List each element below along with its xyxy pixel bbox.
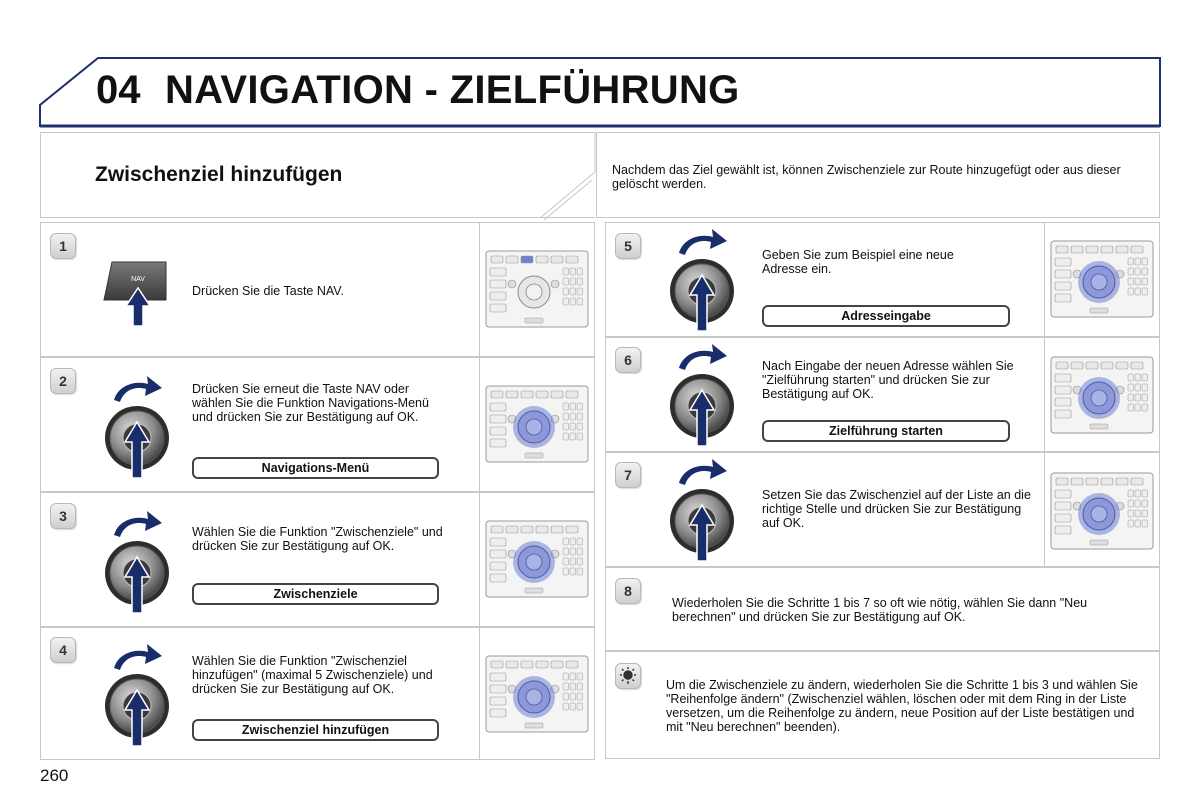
step-3-number: 3 <box>50 503 76 529</box>
intro-text: Nachdem das Ziel gewählt ist, können Zwischenziele zur Route hinzugefügt oder aus dieser gelöscht werden. <box>612 163 1121 191</box>
rotary-knob-icon <box>100 372 175 482</box>
radio-panel-illustration <box>1050 356 1154 434</box>
intro-divider <box>530 132 600 222</box>
step-8-text: Wiederholen Sie die Schritte 1 bis 7 so oft wie nötig, wählen Sie dann "Neu berechnen" und drücken Sie zur Bestätigung auf OK. <box>672 596 1088 624</box>
step-1-text: Drücken Sie die Taste NAV. <box>192 284 344 298</box>
rotary-knob-icon <box>665 455 740 565</box>
radio-panel-illustration <box>485 250 589 328</box>
step-2-number: 2 <box>50 368 76 394</box>
rotary-knob-icon <box>100 640 175 750</box>
step-4-text: Wählen Sie die Funktion "Zwischenziel hinzufügen" (maximal 5 Zwischenziele) und drücken Sie zur Bestätigung auf OK. <box>192 654 433 696</box>
rotate-arrow-icon <box>114 644 162 670</box>
step-8-number: 8 <box>615 578 641 604</box>
step-5-text: Geben Sie zum Beispiel eine neue Adresse ein. <box>762 248 954 276</box>
step-6-text: Nach Eingabe der neuen Adresse wählen Sie "Zielführung starten" und drücken Sie zur Bestätigung auf OK. <box>762 359 1014 401</box>
chapter-number: 04 <box>96 68 141 112</box>
radio-panel-illustration <box>485 655 589 733</box>
step-6-number: 6 <box>615 347 641 373</box>
rotate-arrow-icon <box>679 459 727 485</box>
zielfuehrung-starten-button: Zielführung starten <box>762 420 1010 442</box>
step-4-number: 4 <box>50 637 76 663</box>
rotate-arrow-icon <box>679 344 727 370</box>
step-2-text: Drücken Sie erneut die Taste NAV oder wählen Sie die Funktion Navigations-Menü und drücken Sie zur Bestätigung auf OK. <box>192 382 429 424</box>
step-1-number: 1 <box>50 233 76 259</box>
radio-panel-illustration <box>485 385 589 463</box>
nav-key-label: NAV <box>131 276 145 283</box>
rotate-arrow-icon <box>114 511 162 537</box>
chapter-title: NAVIGATION - ZIELFÜHRUNG <box>165 68 740 112</box>
rotate-arrow-icon <box>114 376 162 402</box>
page-number: 260 <box>40 766 69 785</box>
rotary-knob-icon <box>665 340 740 450</box>
step-7-number: 7 <box>615 462 641 488</box>
rotate-arrow-icon <box>679 229 727 255</box>
nav-key-icon <box>100 258 175 328</box>
rotary-knob-icon <box>100 507 175 617</box>
radio-panel-illustration <box>1050 240 1154 318</box>
lightbulb-icon <box>615 663 641 689</box>
step-3-text: Wählen Sie die Funktion "Zwischenziele" und drücken Sie zur Bestätigung auf OK. <box>192 525 443 553</box>
zwischenziel-hinzufuegen-button: Zwischenziel hinzufügen <box>192 719 439 741</box>
section-title: Zwischenziel hinzufügen <box>95 163 343 186</box>
tip-text: Um die Zwischenziele zu ändern, wiederholen Sie die Schritte 1 bis 3 und wählen Sie "Reihenfolge ändern" (Zwischenziel wählen, löschen oder mit dem Ring in der Liste versetzen, um die Reihenfolge zu ändern, neue Position auf der Liste bestätigen und mit "Neu berechnen" beenden). <box>666 678 1138 734</box>
radio-panel-illustration <box>485 520 589 598</box>
navigations-menu-button: Navigations-Menü <box>192 457 439 479</box>
radio-panel-illustration <box>1050 472 1154 550</box>
zwischenziele-button: Zwischenziele <box>192 583 439 605</box>
step-5-number: 5 <box>615 233 641 259</box>
step-7-text: Setzen Sie das Zwischenziel auf der Liste an die richtige Stelle und drücken Sie zur Bestätigung auf OK. <box>762 488 1031 530</box>
adresseingabe-button: Adresseingabe <box>762 305 1010 327</box>
rotary-knob-icon <box>665 225 740 335</box>
